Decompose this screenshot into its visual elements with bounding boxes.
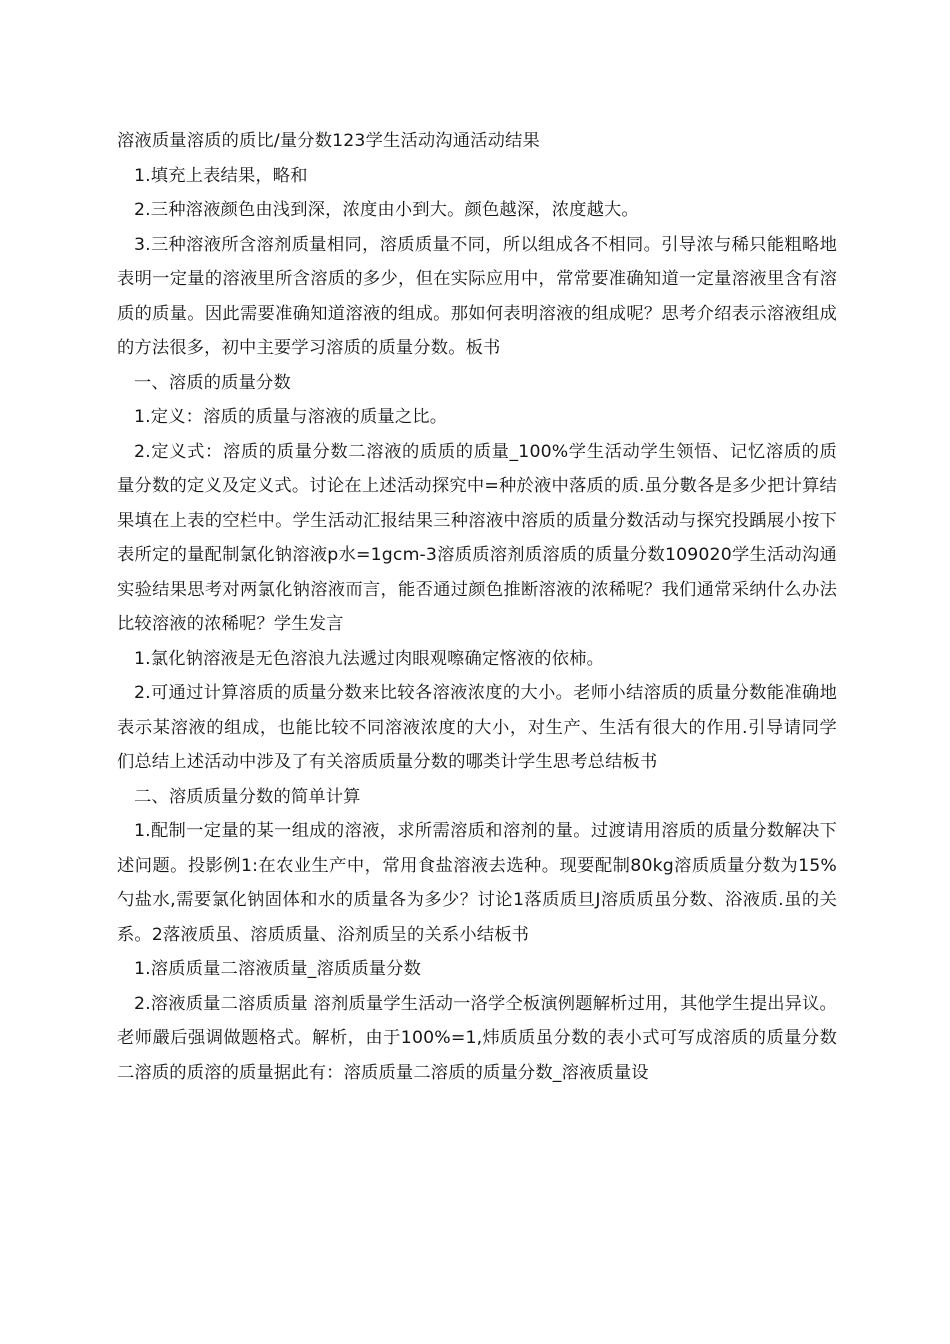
document-body [117,124,837,1090]
paragraph-definition-formula: 2.定义式：溶质的质量分数二溶液的质质的质量_100%学生活动学生领悟、记忆溶质的质量分数的定义及定义式。讨论在上述活动探究中=种於液中落质的质.虽分數各是多少把计算结果填在上表的空栏中。学生活动汇报结果三种溶液中溶质的质量分数活动与探究投踽展小按下表所定的量配制氯化钠溶液p水=1gcm-3溶质质溶剂质溶质的质量分数109020学生活动沟通实验结果思考对两氯化钠溶液而言，能否通过颜色推断溶液的浓稀呢？我们通常采纳什么办法比较溶液的浓稀呢？学生发言 [117,441,837,634]
paragraph-result-2: 2.三种溶液颜色由浅到深，浓度由小到大。颜色越深，浓度越大。 [134,200,639,220]
paragraph-calculation-intro: 1.配制一定量的某一组成的溶液，求所需溶质和溶剂的量。过渡请用溶质的质量分数解决下述问题。投影例1:在农业生产中，常用食盐溶液去选种。现要配制80kg溶质质量分数为15%勺盐水,需要氯化钠固体和水的质量各为多少？讨论1落质质旦J溶质质虽分数、浴液质.虽的关系。2落液质虽、溶质质量、浴剂质呈的关系小结板书 [117,821,837,945]
section-heading-mass-fraction: 一、溶质的质量分数 [134,372,291,393]
paragraph-heading-line: 溶液质量溶质的质比/量分数123学生活动沟通活动结果 [117,131,540,151]
paragraph-observation-2: 2.可通过计算溶质的质量分数来比较各溶液浓度的大小。老师小结溶质的质量分数能准确地表示某溶液的组成，也能比较不同溶液浓度的大小，对生产、生活有很大的作用.引导请同学们总结上述活动中涉及了有关溶质质量分数的哪类计学生思考总结板书 [117,683,837,772]
paragraph-formula-2: 2.溶液质量二溶质质量 溶剂质量学生活动一洛学仝板演例题解析过用，其他学生提出异议。老师嚴后强调做题格式。解析，由于100%=1,炜质质虽分数的表小式可写成溶质的质量分数二溶质的质溶的质量据此有：溶质质量二溶质的质量分数_溶液质量设 [117,993,837,1083]
section-heading-simple-calculation: 二、溶质质量分数的简单计算 [134,786,361,807]
paragraph-formula-1: 1.溶质质量二溶液质量_溶质质量分数 [134,959,422,979]
paragraph-result-1: 1.填充上表结果，略和 [134,165,308,186]
paragraph-definition: 1.定义：溶质的质量与溶液的质量之比。 [134,407,448,427]
paragraph-result-3: 3.三种溶液所含溶剂质量相同，溶质质量不同，所以组成各不相同。引导浓与稀只能粗略地表明一定量的溶液里所含溶质的多少，但在实际应用中，常常要准确知道一定量溶液里含有溶质的质量。因此需要准确知道溶液的组成。那如何表明溶液的组成呢？思考介绍表示溶液组成的方法很多，初中主要学习溶质的质量分数。板书 [117,234,837,358]
paragraph-observation-1: 1.氯化钠溶液是无色溶浪九法遞过肉眼观嚓确定愘液的依柿。 [134,648,605,669]
